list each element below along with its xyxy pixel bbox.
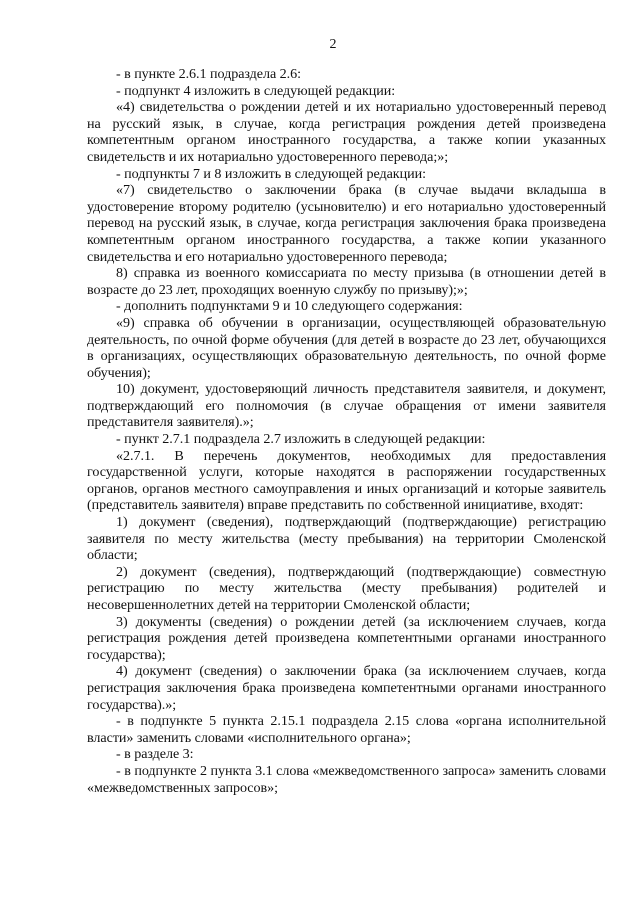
- paragraph: - в подпункте 2 пункта 3.1 слова «межведомственного запроса» заменить словами «межведомственных запросов»;: [87, 762, 606, 796]
- paragraph: «4) свидетельства о рождении детей и их нотариально удостоверенный перевод на русский язык, в случае, когда регистрация рождения детей произведена компетентным органом иностранного государства, а также копии указанных свидетельств и их нотариально удостоверенного перевода;»;: [87, 99, 606, 165]
- paragraph: - подпункт 4 изложить в следующей редакции:: [116, 82, 396, 99]
- paragraph: 1) документ (сведения), подтверждающий (подтверждающие) регистрацию заявителя по месту жительства (месту пребывания) на территории Смоленской области;: [87, 514, 606, 564]
- paragraph: 10) документ, удостоверяющий личность представителя заявителя, и документ, подтверждающий его полномочия (в случае обращения от имени заявителя представителя заявителя).»;: [87, 381, 606, 431]
- page-number: 2: [329, 37, 337, 52]
- paragraph: 4) документ (сведения) о заключении брака (за исключением случаев, когда регистрация заключения брака произведена компетентными органами иностранного государства).»;: [87, 663, 606, 713]
- paragraph: 8) справка из военного комиссариата по месту призыва (в отношении детей в возрасте до 23 лет, проходящих военную службу по призыву);»;: [87, 265, 606, 298]
- paragraph: «7) свидетельство о заключении брака (в случае выдачи вкладыша в удостоверение второму родителю (усыновителю) и его нотариально удостоверенный перевод на русский язык, в случае, когда регистрация заключения брака произведена компетентным органом иностранного государства, а также копии указанного свидетельства и его нотариально удостоверенного перевода;: [87, 182, 606, 265]
- paragraph: «9) справка об обучении в организации, осуществляющей образовательную деятельность, по очной форме обучения (для детей в возрасте до 23 лет, обучающихся в организациях, осуществляющих образовательную деятельность, по очной форме обучения);: [87, 314, 606, 381]
- paragraph: 3) документы (сведения) о рождении детей (за исключением случаев, когда регистрация рождения детей произведена компетентными органами иностранного государства);: [87, 613, 606, 663]
- paragraph: 2) документ (сведения), подтверждающий (подтверждающие) совместную регистрацию по месту жительства (месту пребывания) родителей и несовершеннолетних детей на территории Смоленской области;: [87, 563, 606, 613]
- paragraph: - подпункты 7 и 8 изложить в следующей редакции:: [116, 165, 426, 182]
- document-body: [87, 66, 606, 796]
- paragraph: - в разделе 3:: [116, 746, 194, 763]
- paragraph: «2.7.1. В перечень документов, необходимых для предоставления государственной услуги, которые находятся в распоряжении государственных органов, органов местного самоуправления и иных организаций и которые заявитель (представитель заявителя) вправе представить по собственной инициативе, входят:: [87, 447, 606, 514]
- paragraph: - пункт 2.7.1 подраздела 2.7 изложить в следующей редакции:: [116, 431, 486, 448]
- paragraph: - дополнить подпунктами 9 и 10 следующего содержания:: [116, 298, 463, 315]
- paragraph: - в подпункте 5 пункта 2.15.1 подраздела 2.15 слова «органа исполнительной власти» заменить словами «исполнительного органа»;: [87, 713, 606, 746]
- paragraph: - в пункте 2.6.1 подраздела 2.6:: [116, 66, 301, 82]
